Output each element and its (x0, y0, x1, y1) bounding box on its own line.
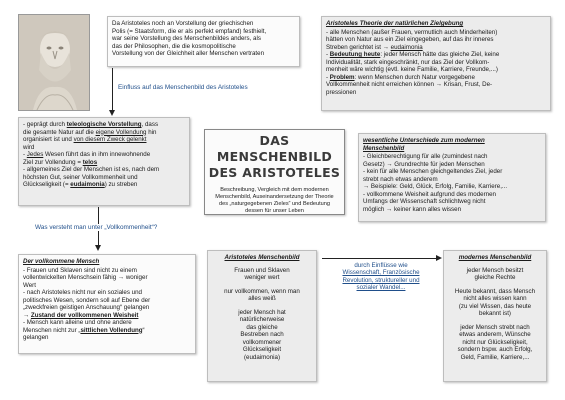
arrow-shaft (322, 258, 437, 259)
perfect-line: politisches Wesen, sondern soll auf Ebene der (23, 296, 151, 304)
aristotle-view-box (207, 250, 317, 382)
aristotle-view-line: Bestreben nach (240, 331, 284, 338)
aristotle-view-line: nur vollkommen, wenn man (224, 287, 300, 295)
differences-line: Gesetz) → Grundrechte für jeden Menschen (363, 160, 485, 168)
text: : wenn Menschen durch Natur vorgegebene (354, 73, 475, 81)
text: : jeder Mensch hätte das gleiche Ziel, keine (380, 51, 500, 58)
intro-line: Vorstellung von der Gleichheit aller Menschen vertraten (112, 50, 265, 57)
aristotle-view-line: natürlicherweise (239, 316, 285, 323)
modern-view-line: (zu viel Wissen, das heute (458, 302, 532, 310)
aristotle-view-title: Aristoteles Menschenbild (224, 254, 300, 261)
intro-box (107, 16, 300, 67)
aristotle-view-line: weniger wert (244, 274, 280, 281)
influences-label (330, 262, 432, 292)
text: Streben gerichtet ist → (326, 43, 391, 51)
influences-line: Revolution, struktureller und (342, 276, 420, 284)
theory-line: Vollkommenheit nicht erreichen können → Krisan, Frust, De- (326, 81, 493, 88)
text: , dass (141, 121, 159, 128)
modern-view-line: Heute bekannt, dass Mensch (454, 287, 536, 295)
term-purpose: von diesem Zweck gelenkt (73, 136, 147, 143)
title-block (204, 129, 345, 215)
theory-line: pressionen (326, 88, 357, 96)
influences-line: Wissenschaft, Französische (342, 269, 420, 277)
arrow-head (436, 255, 442, 261)
text: “ (142, 326, 145, 334)
text: → (23, 311, 31, 319)
theory-line (326, 51, 546, 59)
differences-line: Umfangs der Wissenschaft schlichtweg nicht (363, 198, 486, 205)
differences-line: → Beispiele: Geld, Glück, Erfolg, Familie, Karriere,... (363, 183, 508, 190)
differences-title: Menschenbild (363, 144, 405, 152)
teleology-line (23, 181, 185, 189)
differences-title: wesentliche Unterschiede zum modernen (363, 137, 485, 144)
aristotle-view-line: jeder Mensch hat (238, 308, 286, 316)
intro-line: das der Philosophen, die die kosmopolitische (112, 42, 236, 50)
modern-view-line: nicht nur Glückseligkeit, (462, 338, 528, 346)
aristotle-view-line: alles weiß (248, 295, 276, 302)
bust-illustration (19, 15, 89, 110)
modern-view-line: Geld, Familie, Karriere,... (460, 353, 530, 361)
term-telos: telos (82, 158, 98, 166)
intro-line: war seine Vorstellung des Menschenbildes anders, als (112, 35, 261, 42)
teleology-box (18, 117, 190, 206)
term-problem: Problem (329, 73, 355, 81)
perfect-line: „zweckfreien geistigen Anschauung“ gelangen (23, 304, 150, 311)
theory-line (326, 74, 546, 82)
modern-view-line: bekannt ist) (479, 310, 511, 317)
differences-line: möglich → keiner kann alles wissen (363, 205, 462, 213)
differences-line: - vollkommene Weisheit aufgrund des modernen (363, 190, 496, 198)
term-wisdom: Zustand der vollkommenen Weisheit (30, 311, 139, 319)
theory-line: Individualität, stark eingeschränkt, nur das Ziel der Vollkom- (326, 58, 490, 66)
perfect-line: - Frauen und Sklaven sind nicht zu einem (23, 266, 137, 274)
aristotle-view-line: vollkommener (242, 338, 282, 346)
theory-line: - alle Menschen (außer Frauen, vermutlich auch Minderheiten) (326, 28, 498, 36)
perfect-line: vollentwickelten Menschsein fähig → woniger (23, 274, 148, 281)
intro-line: Polis (= Staatsform, die er als perfekt empfand) festhielt, (112, 27, 267, 35)
teleology-line (23, 129, 185, 137)
subtitle (208, 187, 341, 215)
text: Wesen führt das in ihm innewohnende (43, 151, 151, 158)
main-title-line: DAS MENSCHENBILD (216, 133, 333, 164)
perfect-title: Der vollkommene Mensch (23, 258, 100, 265)
term-eudaimonia: eudaimonia (70, 181, 105, 188)
perfect-line: gelangen (23, 334, 49, 341)
theory-title: Aristoteles Theorie der natürlichen Zielgebung (326, 20, 464, 27)
main-title (208, 133, 341, 181)
text: ) zu streben (104, 181, 138, 188)
term-completion: eigene Vollendung (95, 128, 147, 136)
teleology-line: wird (23, 143, 35, 151)
text: hin (146, 128, 157, 136)
main-title-line: DES ARISTOTELES (208, 165, 341, 180)
term-today: Bedeutung heute (329, 51, 381, 58)
theory-line: menheit wäre wichtig (evtl. keine Familie, Karriere, Freunde,...) (326, 66, 498, 73)
aristotle-view-line: (eudaimonia) (243, 353, 281, 361)
teleology-line (23, 121, 185, 129)
perfect-line (23, 312, 191, 320)
question-label: Was versteht man unter „Vollkommenheit“? (35, 224, 158, 231)
text: - geprägt durch (23, 121, 67, 128)
text: - (326, 73, 330, 81)
aristotle-view-line: das gleiche (246, 323, 278, 331)
theory-line (326, 44, 546, 52)
theory-line: hätten von Natur aus ein Ziel eingegeben, auf das ihr inneres (326, 36, 494, 43)
differences-line: - kein für alle Menschen gleichgeltendes Ziel, jeder (363, 168, 503, 175)
arrow-shaft (112, 68, 113, 112)
subtitle-line: des „naturgegebenen Zieles“ und Bedeutung (218, 201, 331, 207)
modern-view-box (443, 250, 547, 382)
influences-line: durch Einflüsse wie (354, 262, 408, 269)
perfect-line: Wert (23, 281, 36, 289)
aristotle-view-line: Glückseligkeit (242, 346, 282, 353)
text: Ziel zur Vollendung = (23, 158, 83, 166)
teleology-line (23, 136, 185, 144)
aristotle-portrait (18, 14, 90, 111)
term-teleology: teleologische Vorstellung (66, 121, 142, 128)
modern-view-line: gleiche Rechte (474, 274, 516, 281)
aristotle-view-line: Frauen und Sklaven (234, 266, 290, 274)
intro-line: Da Aristoteles noch an Vorstellung der griechischen (112, 20, 254, 27)
modern-view-line: etwas anderem, Wünsche (459, 331, 531, 338)
text: - (23, 151, 27, 158)
modern-view-line: jeder Mensch strebt nach (460, 323, 530, 331)
text: Menschen nicht zur „ (23, 326, 81, 334)
term-moral-completion: sittlichen Vollendung (80, 326, 143, 334)
text: organisiert ist und (23, 136, 74, 143)
modern-view-line: jeder Mensch besitzt (466, 266, 524, 274)
perfect-line (23, 327, 191, 335)
teleology-line (23, 159, 185, 167)
perfect-human-box (18, 254, 196, 354)
subtitle-line: dessen für unser Leben (245, 208, 304, 214)
modern-view-title: modernes Menschenbild (458, 254, 532, 261)
text: Glückseligkeit (= (23, 181, 71, 188)
differences-line: strebt nach etwas anderem (363, 175, 438, 183)
eudaimonia-term: eudaimonia (390, 43, 423, 51)
perfect-line: - nach Aristoteles nicht nur ein soziales und (23, 289, 143, 296)
modern-view-line: nicht alles wissen kann (463, 295, 527, 302)
teleology-line: höchsten Gut, seiner Vollkommenheit und (23, 173, 138, 181)
influences-line: sozialer Wandel... (356, 284, 406, 292)
influence-label: Einfluss auf das Menschenbild des Aristoteles (118, 84, 248, 91)
modern-view-line: sondern bspw. auch Erfolg, (457, 346, 533, 353)
differences-box (358, 133, 546, 222)
subtitle-line: Beschreibung, Vergleich mit dem modernen (220, 187, 329, 193)
teleology-line: - allgemeines Ziel der Menschen ist es, nach dem (23, 166, 160, 173)
subtitle-line: Menschenbild, Auseinandersetzung der Theorie (215, 194, 334, 200)
theory-box (321, 16, 551, 111)
differences-line: - Gleichberechtigung für alle (zumindest nach (363, 153, 488, 160)
arrow-head (95, 245, 101, 251)
arrow-head (109, 110, 115, 116)
term-every: Jedes (26, 151, 44, 158)
teleology-line (23, 151, 185, 159)
perfect-line: - Mensch kann alleine und ohne andere (23, 319, 132, 326)
text: die gesamte Natur auf die (23, 128, 96, 136)
text: - (326, 51, 330, 58)
